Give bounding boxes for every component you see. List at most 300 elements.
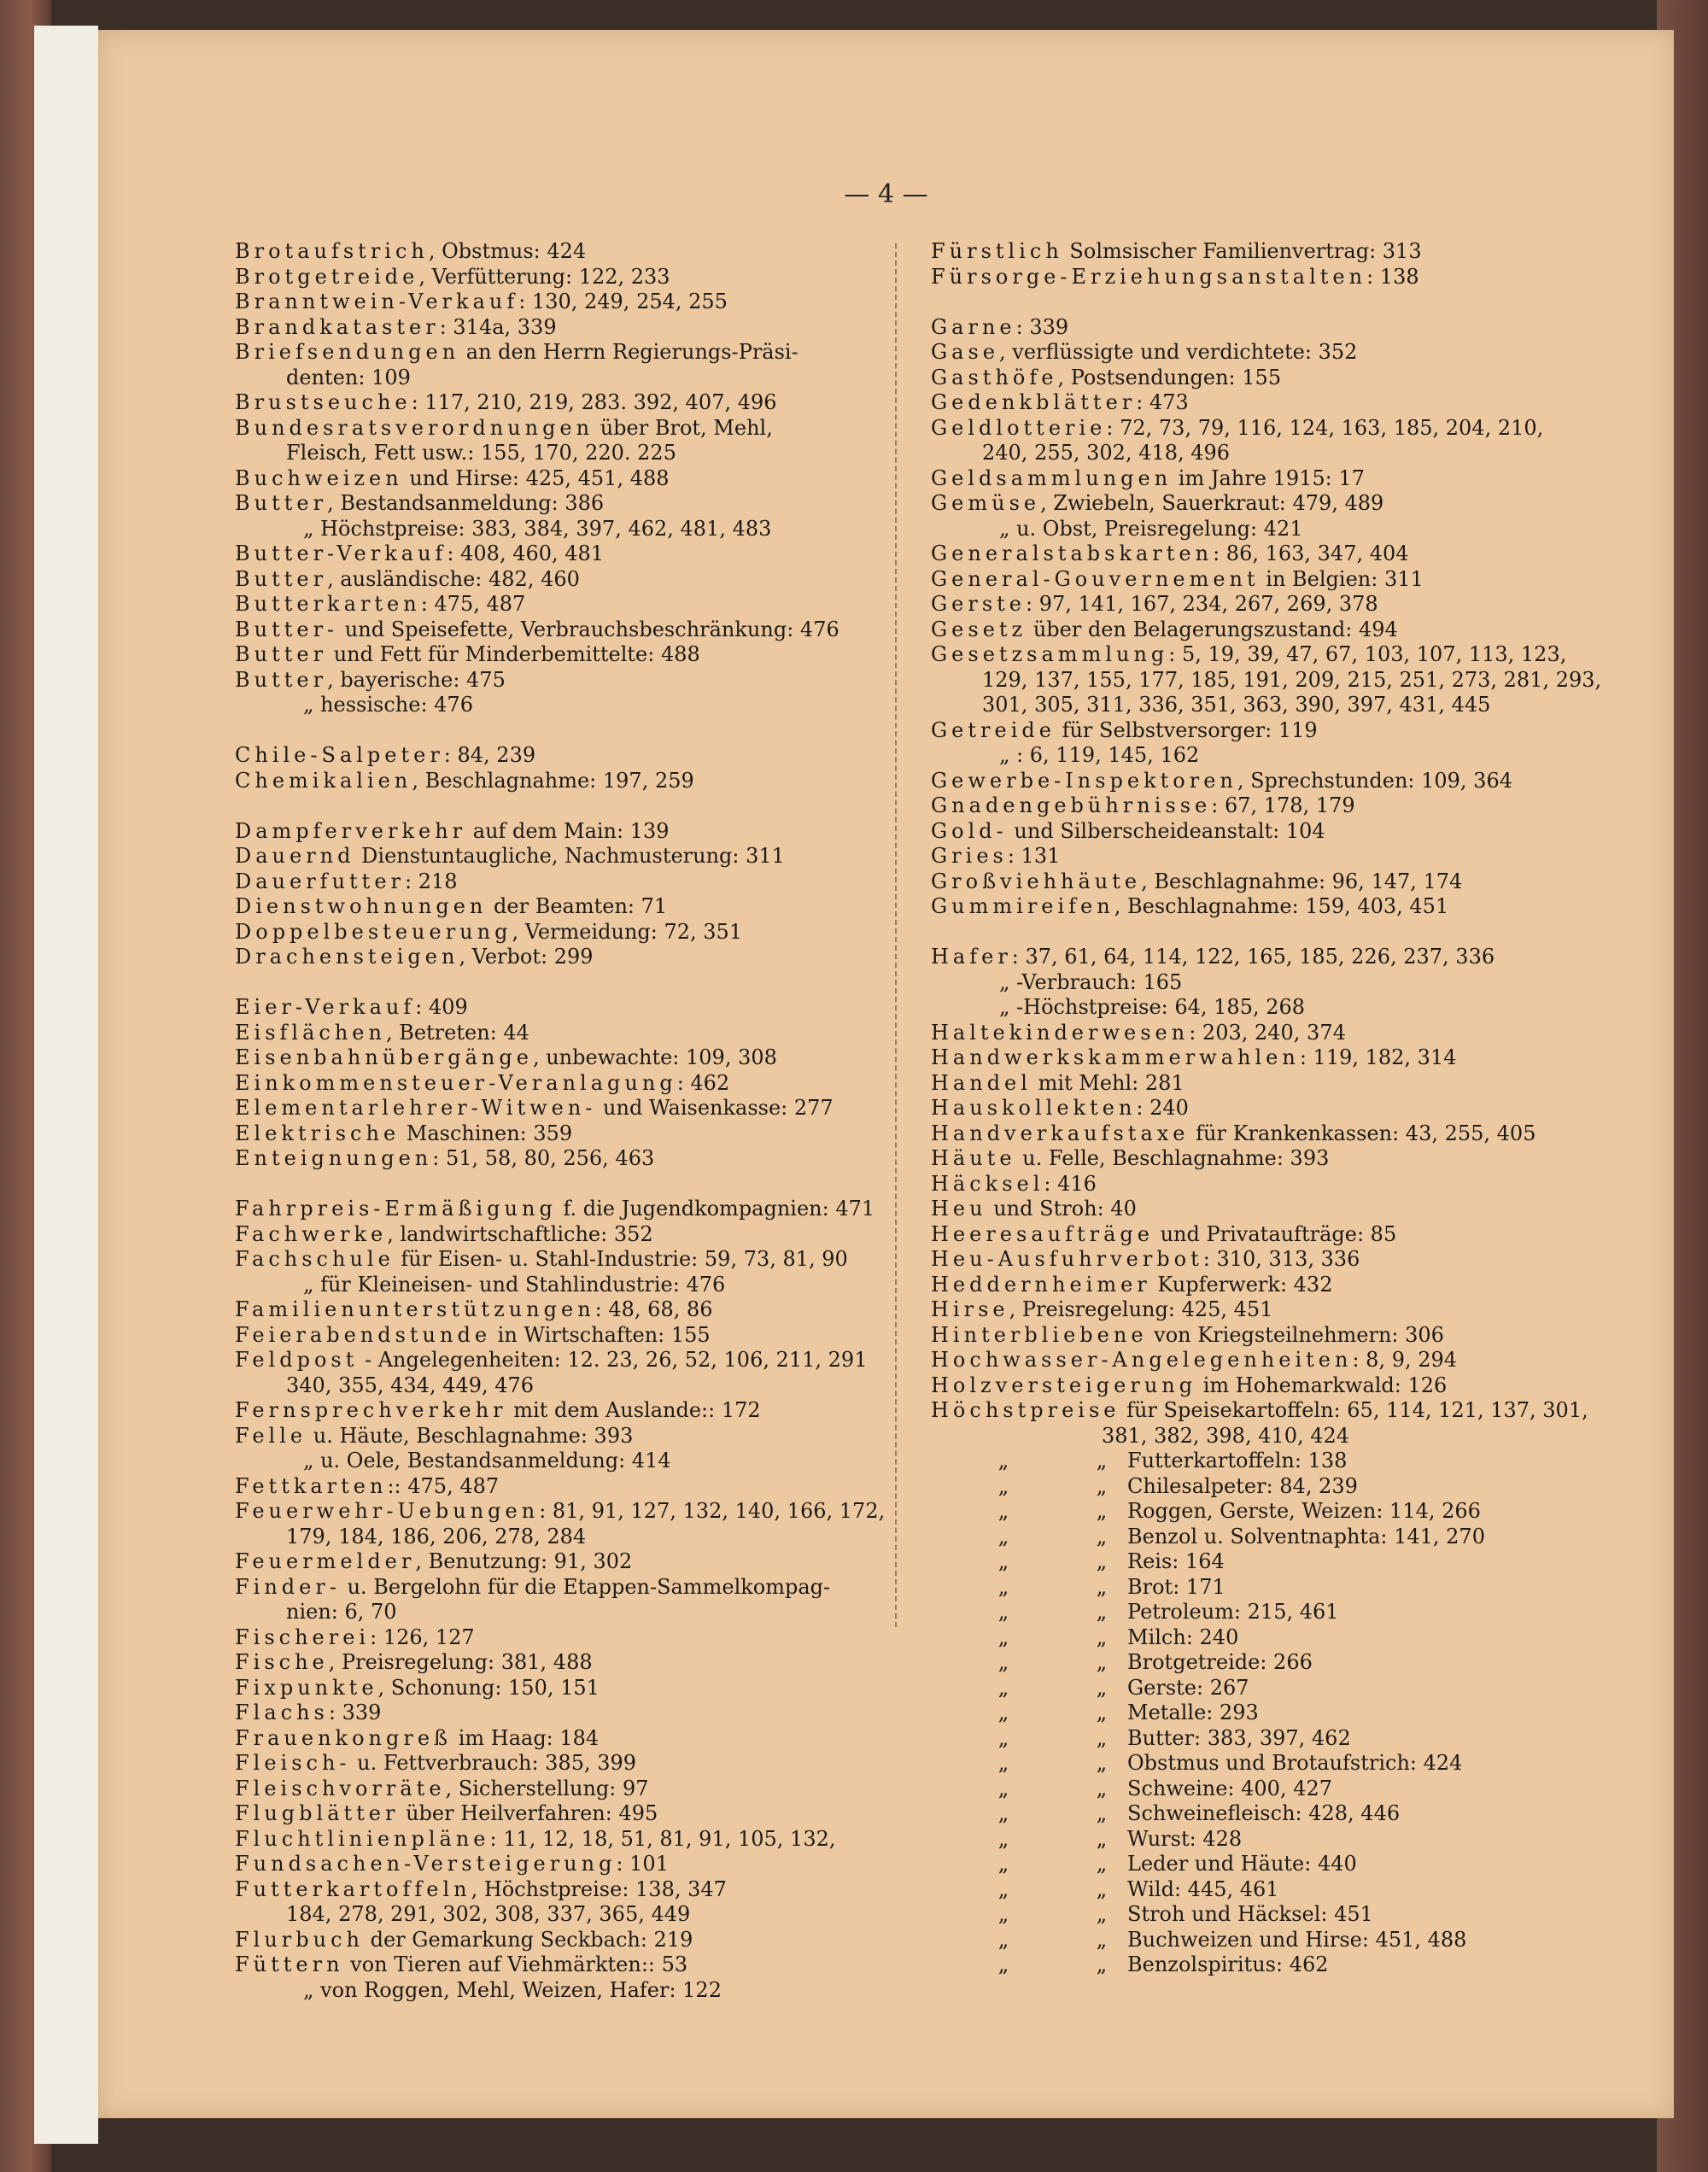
ditto-mark: „ <box>1096 1524 1108 1549</box>
ditto-mark: „ <box>997 1725 1009 1750</box>
index-entry <box>235 1625 901 1651</box>
entry-keyword: Geldsammlungen <box>931 465 1173 490</box>
ditto-mark: „ <box>997 1650 1009 1674</box>
entry-keyword: Handverkaufstaxe <box>931 1121 1190 1145</box>
entry-keyword: Dienstwohnungen <box>235 894 488 918</box>
index-entry <box>235 1348 901 1373</box>
entry-references: Kupferwerk: 432 <box>1150 1272 1333 1297</box>
ditto-subentry <box>931 1701 1640 1726</box>
ditto-subentry <box>931 1902 1640 1928</box>
entry-references: auf dem Main: 139 <box>466 818 670 843</box>
index-column-right <box>931 239 1640 1978</box>
entry-references: : 131 <box>1007 844 1061 868</box>
entry-references: und Silberscheideanstalt: 104 <box>1007 818 1325 843</box>
index-entry <box>931 1096 1640 1121</box>
index-entry <box>931 894 1640 920</box>
entry-continuation: 240, 255, 302, 418, 496 <box>982 441 1231 465</box>
entry-references: : 48, 68, 86 <box>594 1297 713 1321</box>
ditto-subentry <box>931 1676 1640 1701</box>
entry-references: im Haag: 184 <box>452 1725 600 1750</box>
ditto-entry: „ : 6, 119, 145, 162 <box>999 743 1200 767</box>
index-entry <box>235 1777 901 1802</box>
entry-references: im Hohemarkwald: 126 <box>1196 1373 1448 1397</box>
index-entry <box>931 1197 1640 1222</box>
entry-references: , bayerische: 475 <box>327 667 506 692</box>
entry-keyword: Generalstabskarten <box>931 542 1214 565</box>
entry-references: : 119, 182, 314 <box>1299 1045 1457 1069</box>
index-entry <box>931 1323 1640 1349</box>
entry-keyword: General-Gouvernement <box>931 566 1260 591</box>
entry-keyword: Fleisch- <box>235 1751 351 1775</box>
entry-references: und Privataufträge: 85 <box>1153 1221 1397 1246</box>
index-entry <box>235 1751 901 1777</box>
ditto-mark: „ <box>997 1449 1009 1472</box>
subentry-text: Petroleum: 215, 461 <box>1127 1600 1339 1624</box>
ditto-subentry <box>931 1827 1640 1853</box>
entry-references: , Verfütterung: 122, 233 <box>418 264 670 289</box>
ditto-mark: „ <box>1096 1650 1108 1674</box>
entry-keyword: Fürsorge-Erziehungsanstalten <box>931 264 1367 289</box>
index-entry <box>931 592 1640 618</box>
index-entry <box>235 668 901 694</box>
index-entry <box>235 1650 901 1676</box>
entry-references: : 11, 12, 18, 51, 81, 91, 105, 132, <box>489 1826 836 1851</box>
entry-references: : 339 <box>1015 314 1069 339</box>
ditto-entry: „ u. Oele, Bestandsanmeldung: 414 <box>303 1449 671 1472</box>
ditto-mark: „ <box>997 1600 1009 1624</box>
entry-keyword: Finder- <box>235 1574 341 1599</box>
entry-keyword: Brandkataster <box>235 314 440 339</box>
entry-references: : 86, 163, 347, 404 <box>1213 542 1409 565</box>
subentry-text: Schweinefleisch: 428, 446 <box>1127 1801 1401 1825</box>
entry-references: über Heilverfahren: 495 <box>399 1801 658 1825</box>
entry-references: für Speisekartoffeln: 65, 114, 121, 137, 301, <box>1120 1398 1588 1422</box>
entry-references: , Sprechstunden: 109, 364 <box>1237 768 1512 793</box>
entry-references: : 72, 73, 79, 116, 124, 163, 185, 204, 210, <box>1106 415 1544 440</box>
ditto-mark: „ <box>997 1549 1009 1573</box>
entry-keyword: Feuerwehr-Uebungen <box>235 1499 540 1523</box>
index-entry <box>235 1096 901 1121</box>
index-entry <box>235 1297 901 1323</box>
index-entry <box>235 869 901 895</box>
index-column-left <box>235 239 901 2003</box>
entry-references: : 84, 239 <box>443 743 536 767</box>
entry-keyword: Fachwerke <box>235 1221 388 1246</box>
index-entry <box>931 844 1640 869</box>
ditto-mark: „ <box>997 1826 1009 1851</box>
entry-keyword: Butter <box>235 642 328 666</box>
ditto-mark: „ <box>1096 1574 1108 1599</box>
ditto-subentry <box>931 1726 1640 1752</box>
entry-references: : 51, 58, 80, 256, 463 <box>432 1146 655 1170</box>
entry-continuation: Fleisch, Fett usw.: 155, 170, 220. 225 <box>286 441 676 465</box>
index-entry <box>931 642 1640 668</box>
entry-references: , Zwiebeln, Sauerkraut: 479, 489 <box>1040 491 1384 515</box>
entry-references: Maschinen: 359 <box>400 1121 573 1145</box>
subentry-text: Wurst: 428 <box>1127 1826 1243 1851</box>
ditto-subentry <box>931 1625 1640 1651</box>
subentry-text: Obstmus und Brotaufstrich: 424 <box>1127 1751 1463 1775</box>
entry-keyword: Haltekinderwesen <box>931 1020 1190 1045</box>
entry-references: , Höchstpreise: 138, 347 <box>471 1876 727 1901</box>
entry-keyword: Handel <box>931 1070 1032 1095</box>
ditto-mark: „ <box>1096 1549 1108 1573</box>
index-entry <box>931 1247 1640 1273</box>
entry-references: : 81, 91, 127, 132, 140, 166, 172, <box>539 1499 886 1523</box>
entry-references: - Angelegenheiten: 12. 23, 26, 52, 106, 211, 291 <box>358 1348 868 1372</box>
index-entry <box>931 567 1640 593</box>
index-entry <box>235 1877 901 1903</box>
index-entry <box>235 1146 901 1172</box>
entry-references: , Postsendungen: 155 <box>1057 365 1282 389</box>
index-entry <box>235 567 901 593</box>
ditto-mark: „ <box>1096 1801 1108 1825</box>
entry-references: , Preisregelung: 381, 488 <box>328 1650 593 1674</box>
entry-references: : 203, 240, 374 <box>1189 1020 1346 1045</box>
entry-references: : 126, 127 <box>370 1625 475 1649</box>
ditto-subentry <box>931 1575 1640 1601</box>
entry-keyword: Flugblätter <box>235 1801 400 1825</box>
ditto-entry: „ -Verbrauch: 165 <box>999 969 1183 994</box>
ditto-mark: „ <box>1096 1776 1108 1800</box>
entry-keyword: Doppelbesteuerung <box>235 919 512 944</box>
entry-keyword: Geldlotterie <box>931 415 1107 440</box>
spacer <box>931 920 1640 945</box>
page-number: — 4 — <box>844 179 928 209</box>
entry-references: mit dem Auslande:: 172 <box>506 1398 761 1422</box>
subentry-text: Brotgetreide: 266 <box>1127 1650 1313 1674</box>
entry-references: im Jahre 1915: 17 <box>1172 465 1365 490</box>
ditto-mark: „ <box>997 1675 1009 1700</box>
entry-keyword: Hauskollekten <box>931 1096 1137 1120</box>
entry-references: : 130, 249, 254, 255 <box>518 290 728 313</box>
entry-references: , Beschlagnahme: 197, 259 <box>412 768 694 793</box>
index-entry <box>931 1273 1640 1298</box>
entry-keyword: Gewerbe-Inspektoren <box>931 768 1237 793</box>
index-entry <box>235 1575 901 1601</box>
index-entry <box>235 1197 901 1222</box>
index-entry <box>235 769 901 794</box>
index-entry <box>235 1398 901 1424</box>
ditto-subentry <box>931 1650 1640 1676</box>
ditto-mark: „ <box>1096 1826 1108 1851</box>
index-entry <box>235 1952 901 1978</box>
ditto-subentry <box>931 1877 1640 1903</box>
index-entry <box>235 819 901 845</box>
ditto-mark: „ <box>997 1852 1009 1876</box>
entry-keyword: Gries <box>931 844 1008 868</box>
entry-keyword: Gesetz <box>931 617 1027 641</box>
entry-references: u. Fettverbrauch: 385, 399 <box>350 1751 637 1775</box>
entry-keyword: Brotaufstrich <box>235 239 429 263</box>
index-entry <box>931 718 1640 744</box>
entry-references: : 97, 141, 167, 234, 267, 269, 378 <box>1026 592 1378 616</box>
entry-keyword: Feierabendstunde <box>235 1322 492 1347</box>
subentry-text: Benzolspiritus: 462 <box>1127 1952 1329 1976</box>
index-entry <box>931 1071 1640 1097</box>
entry-references: u. Häute, Beschlagnahme: 393 <box>307 1423 634 1448</box>
entry-references: u. Bergelohn für die Etappen-Sammelkompag- <box>340 1574 831 1599</box>
entry-references: an den Herrn Regierungs-Präsi- <box>459 340 798 364</box>
entry-keyword: Elementarlehrer-Witwen- <box>235 1096 597 1120</box>
entry-keyword: Butterkarten <box>235 592 421 616</box>
index-entry <box>235 1827 901 1853</box>
entry-references: in Belgien: 311 <box>1259 566 1424 591</box>
index-entry <box>931 793 1640 819</box>
entry-keyword: Heu-Ausfuhrverbot <box>931 1247 1203 1271</box>
ditto-entry: „ u. Obst, Preisregelung: 421 <box>999 516 1303 541</box>
subentry-text: Brot: 171 <box>1127 1574 1225 1599</box>
index-entry <box>235 1474 901 1500</box>
ditto-subentry <box>931 1525 1640 1550</box>
index-entry <box>931 1297 1640 1323</box>
ditto-entry: „ Höchstpreise: 383, 384, 397, 462, 481, 483 <box>303 516 772 541</box>
ditto-mark: „ <box>1096 1952 1108 1976</box>
index-entry <box>235 1247 901 1273</box>
entry-references: : 117, 210, 219, 283. 392, 407, 496 <box>411 390 777 414</box>
index-entry <box>235 1676 901 1701</box>
index-entry <box>235 1852 901 1877</box>
entry-continuation: nien: 6, 70 <box>286 1600 397 1624</box>
ditto-mark: „ <box>1096 1499 1108 1523</box>
index-entry <box>235 618 901 643</box>
index-entry <box>235 1801 901 1827</box>
ditto-mark: „ <box>1096 1927 1108 1952</box>
ditto-mark: „ <box>997 1952 1009 1976</box>
entry-keyword: Bundesratsverordnungen <box>235 415 594 440</box>
ditto-entry: „ für Kleineisen- und Stahlindustrie: 476 <box>303 1272 726 1297</box>
index-entry <box>235 1121 901 1147</box>
index-entry <box>235 416 901 442</box>
entry-references: , Preisregelung: 425, 451 <box>1009 1297 1273 1321</box>
ditto-subentry <box>931 1928 1640 1953</box>
ditto-mark: „ <box>997 1499 1009 1523</box>
entry-references: : 339 <box>328 1701 382 1724</box>
entry-references: : 218 <box>405 869 458 893</box>
entry-keyword: Gnadengebührnisse <box>931 793 1212 817</box>
entry-references: : 138 <box>1366 264 1419 289</box>
subentry-text: Chilesalpeter: 84, 239 <box>1127 1473 1358 1498</box>
entry-references: : 5, 19, 39, 47, 67, 103, 107, 113, 123, <box>1168 642 1567 666</box>
index-entry <box>931 869 1640 895</box>
entry-keyword: Butter <box>235 566 328 591</box>
entry-keyword: Gedenkblätter <box>931 390 1137 414</box>
ditto-mark: „ <box>1096 1701 1108 1724</box>
ditto-mark: „ <box>997 1876 1009 1901</box>
entry-keyword: Heeresaufträge <box>931 1221 1154 1246</box>
index-entry <box>235 920 901 945</box>
ditto-mark: „ <box>1096 1473 1108 1498</box>
index-entry <box>235 743 901 769</box>
index-entry <box>931 1348 1640 1373</box>
entry-continuation: 381, 382, 398, 410, 424 <box>1102 1423 1350 1448</box>
column-divider <box>895 243 897 1627</box>
entry-keyword: Häcksel <box>931 1171 1044 1196</box>
index-entry <box>235 1021 901 1046</box>
ditto-subentry <box>931 1449 1640 1474</box>
entry-references: für Selbstversorger: 119 <box>1055 717 1318 742</box>
index-entry <box>931 416 1640 442</box>
entry-keyword: Eisflächen <box>235 1020 386 1045</box>
ditto-mark: „ <box>1096 1852 1108 1876</box>
index-entry <box>235 1424 901 1449</box>
entry-keyword: Brotgetreide <box>235 264 419 289</box>
ditto-subentry <box>931 1777 1640 1802</box>
entry-references: , Benutzung: 91, 302 <box>415 1549 633 1573</box>
ditto-mark: „ <box>997 1902 1009 1926</box>
entry-references: , Sicherstellung: 97 <box>445 1776 649 1800</box>
entry-references: : 310, 313, 336 <box>1202 1247 1360 1271</box>
index-entry <box>931 769 1640 794</box>
entry-references: : 240 <box>1136 1096 1189 1120</box>
subentry-text: Roggen, Gerste, Weizen: 114, 266 <box>1127 1499 1481 1523</box>
entry-keyword: Gold- <box>931 818 1008 843</box>
entry-keyword: Flachs <box>235 1701 329 1724</box>
entry-keyword: Fernsprechverkehr <box>235 1398 507 1422</box>
ditto-mark: „ <box>997 1473 1009 1498</box>
entry-references: , landwirtschaftliche: 352 <box>387 1221 653 1246</box>
entry-keyword: Fundsachen-Versteigerung <box>235 1852 617 1876</box>
entry-keyword: Getreide <box>931 717 1056 742</box>
index-entry <box>235 390 901 416</box>
index-entry <box>931 1021 1640 1046</box>
entry-references: : 101 <box>616 1852 669 1876</box>
entry-keyword: Gase <box>931 340 999 364</box>
entry-references: über Brot, Mehl, <box>594 415 773 440</box>
entry-references: in Wirtschaften: 155 <box>491 1322 711 1347</box>
entry-continuation: 301, 305, 311, 336, 351, 363, 390, 397, 431, 445 <box>982 693 1491 717</box>
entry-keyword: Gummireifen <box>931 894 1114 918</box>
entry-references: , Beschlagnahme: 96, 147, 174 <box>1141 869 1463 893</box>
entry-keyword: Hirse <box>931 1297 1009 1321</box>
index-entry <box>235 315 901 341</box>
index-entry <box>235 1222 901 1248</box>
ditto-subentry <box>931 1600 1640 1625</box>
ditto-mark: „ <box>1096 1876 1108 1901</box>
entry-references: von Tieren auf Viehmärkten:: 53 <box>343 1952 688 1976</box>
entry-keyword: Dauerfutter <box>235 869 405 893</box>
entry-keyword: Butter-Verkauf <box>235 542 447 565</box>
entry-references: : 37, 61, 64, 114, 122, 165, 185, 226, 237, 336 <box>1011 945 1495 969</box>
entry-references: : 473 <box>1136 390 1189 414</box>
entry-references: : 314a, 339 <box>439 314 557 339</box>
entry-keyword: Hinterbliebene <box>931 1322 1148 1347</box>
entry-references: , Beschlagnahme: 159, 403, 451 <box>1114 894 1449 918</box>
entry-references: , Obstmus: 424 <box>428 239 587 263</box>
subentry-text: Gerste: 267 <box>1127 1675 1249 1700</box>
entry-keyword: Flurbuch <box>235 1927 364 1952</box>
index-entry <box>235 1701 901 1726</box>
index-entry <box>235 290 901 315</box>
index-entry <box>235 642 901 668</box>
entry-keyword: Brustseuche <box>235 390 412 414</box>
entry-keyword: Höchstpreise <box>931 1398 1120 1422</box>
index-entry <box>235 1499 901 1525</box>
entry-keyword: Gemüse <box>931 491 1041 515</box>
entry-references: , Schonung: 150, 151 <box>377 1675 600 1700</box>
entry-keyword: Gesetzsammlung <box>931 642 1169 666</box>
index-entry <box>931 366 1640 391</box>
entry-keyword: Enteignungen <box>235 1146 433 1170</box>
entry-continuation: 340, 355, 434, 449, 476 <box>286 1373 535 1397</box>
entry-keyword: Hafer <box>931 945 1012 969</box>
index-entry <box>235 340 901 366</box>
entry-keyword: Felle <box>235 1423 307 1448</box>
index-entry <box>931 1172 1640 1197</box>
index-entry <box>931 466 1640 492</box>
entry-keyword: Eisenbahnübergänge <box>235 1045 533 1069</box>
ditto-mark: „ <box>997 1927 1009 1952</box>
entry-keyword: Fixpunkte <box>235 1675 378 1700</box>
index-entry <box>931 340 1640 366</box>
page-edge-strip <box>34 26 98 2144</box>
entry-references: : 408, 460, 481 <box>447 542 605 565</box>
entry-references: :: 475, 487 <box>387 1473 500 1498</box>
index-entry <box>931 265 1640 290</box>
entry-keyword: Fluchtlinienpläne <box>235 1826 490 1851</box>
entry-references: und Speisefette, Verbrauchsbeschränkung: 476 <box>338 617 839 641</box>
entry-keyword: Fische <box>235 1650 329 1674</box>
entry-references: : 409 <box>415 995 468 1019</box>
entry-continuation: 129, 137, 155, 177, 185, 191, 209, 215, 251, 273, 281, 293, <box>982 667 1602 692</box>
entry-keyword: Fischerei <box>235 1625 371 1649</box>
entry-references: , Vermeidung: 72, 351 <box>512 919 743 944</box>
entry-keyword: Frauenkongreß <box>235 1725 453 1750</box>
entry-references: der Gemarkung Seckbach: 219 <box>363 1927 693 1952</box>
entry-keyword: Gasthöfe <box>931 365 1058 389</box>
entry-keyword: Einkommensteuer-Veranlagung <box>235 1070 677 1095</box>
ditto-mark: „ <box>997 1776 1009 1800</box>
subentry-text: Milch: 240 <box>1127 1625 1239 1649</box>
entry-references: von Kriegsteilnehmern: 306 <box>1147 1322 1444 1347</box>
subentry-text: Stroh und Häcksel: 451 <box>1127 1902 1373 1926</box>
entry-keyword: Butter <box>235 491 328 515</box>
entry-references: : 475, 487 <box>420 592 526 616</box>
entry-references: , verflüssigte und verdichtete: 352 <box>999 340 1358 364</box>
entry-references: f. die Jugendkompagnien: 471 <box>556 1197 875 1221</box>
entry-references: : 8, 9, 294 <box>1352 1348 1458 1372</box>
entry-references: Dienstuntaugliche, Nachmusterung: 311 <box>354 844 785 868</box>
entry-keyword: Fleischvorräte <box>235 1776 446 1800</box>
spacer <box>235 1172 901 1197</box>
entry-keyword: Heddernheimer <box>931 1272 1151 1297</box>
entry-keyword: Fachschule <box>235 1247 395 1271</box>
subentry-text: Futterkartoffeln: 138 <box>1127 1449 1348 1472</box>
entry-keyword: Fettkarten <box>235 1473 388 1498</box>
entry-references: u. Felle, Beschlagnahme: 393 <box>1015 1146 1330 1170</box>
index-entry <box>931 1222 1640 1248</box>
ditto-mark: „ <box>1096 1725 1108 1750</box>
index-entry <box>235 1323 901 1349</box>
index-entry <box>235 1045 901 1071</box>
index-entry <box>931 1045 1640 1071</box>
index-entry <box>235 1726 901 1752</box>
index-entry <box>931 542 1640 567</box>
entry-continuation: denten: 109 <box>286 365 411 389</box>
ditto-mark: „ <box>997 1701 1009 1724</box>
entry-keyword: Familienunterstützungen <box>235 1297 595 1321</box>
index-entry <box>931 1398 1640 1424</box>
entry-keyword: Butter <box>235 667 328 692</box>
index-entry <box>235 239 901 265</box>
index-entry <box>931 945 1640 970</box>
entry-keyword: Garne <box>931 314 1016 339</box>
entry-keyword: Dampferverkehr <box>235 818 467 843</box>
entry-references: für Krankenkassen: 43, 255, 405 <box>1189 1121 1536 1145</box>
spacer <box>235 970 901 996</box>
subentry-text: Benzol u. Solventnaphta: 141, 270 <box>1127 1524 1485 1549</box>
ditto-subentry <box>931 1474 1640 1500</box>
